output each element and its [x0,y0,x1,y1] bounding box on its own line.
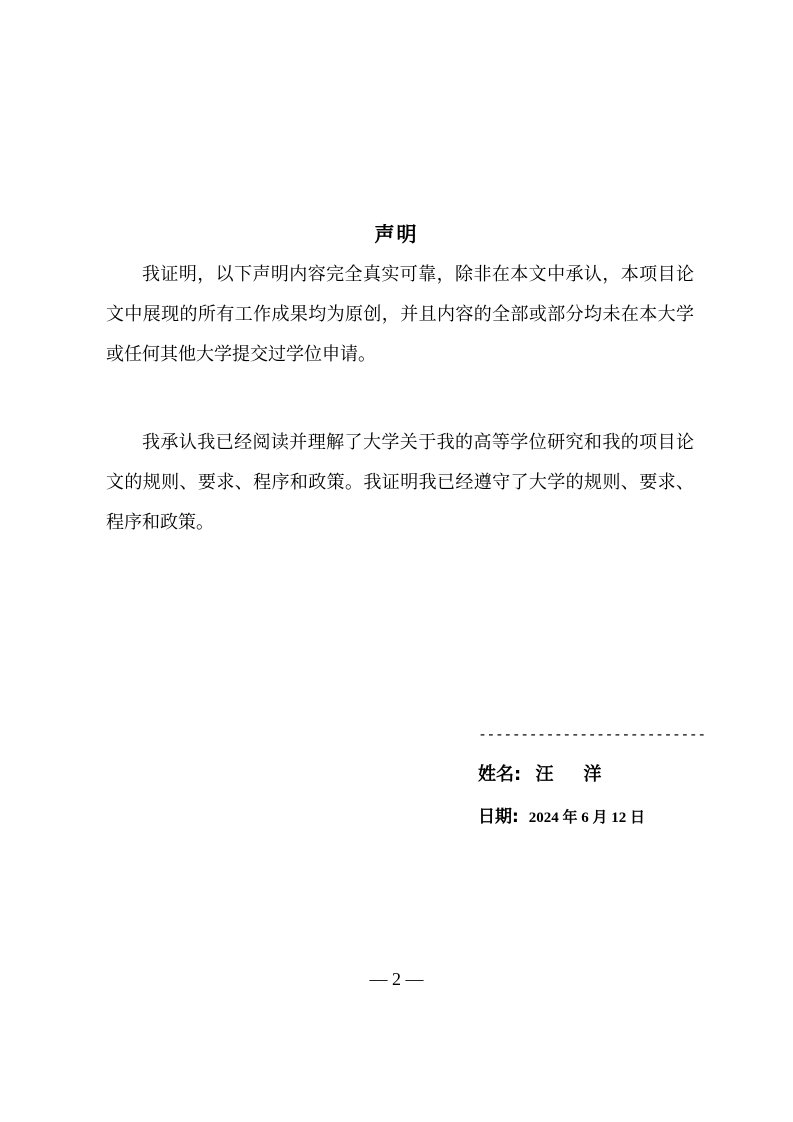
name-value [535,762,601,788]
name-first-char: 汪 [535,764,554,785]
signature-line: --------------------------- [478,725,706,743]
name-second-char: 洋 [583,764,602,785]
signature-name [478,762,601,788]
declaration-paragraph-2: 我承认我已经阅读并理解了大学关于我的高等学位研究和我的项目论文的规则、要求、程序和政策。我证明我已经遵守了大学的规则、要求、程序和政策。 [106,432,694,533]
name-label: 姓名: [478,764,522,785]
declaration-paragraph-1: 我证明，以下声明内容完全真实可靠，除非在本文中承认，本项目论文中展现的所有工作成果均为原创，并且内容的全部或部分均未在本大学或任何其他大学提交过学位申请。 [106,264,694,365]
page-number: — 2 — [369,969,424,989]
signature-date [478,804,645,831]
page-title: 声明 [374,222,419,246]
date-label: 日期: [478,807,519,827]
date-value: 2024 年 6 月 12 日 [528,810,645,826]
